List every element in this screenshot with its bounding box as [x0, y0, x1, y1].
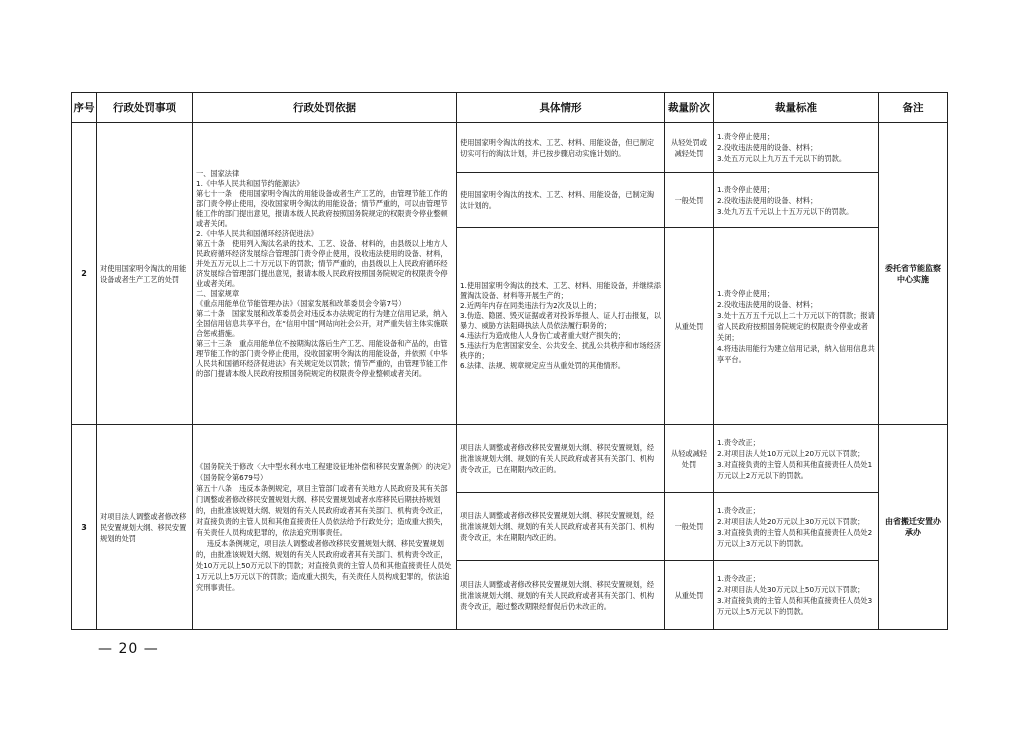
level-cell: 从轻或减轻处罚 [665, 425, 714, 493]
level-cell: 一般处罚 [665, 173, 714, 228]
standard-cell [714, 173, 879, 228]
row-number: 2 [72, 123, 97, 425]
header-situation: 具体情形 [457, 93, 665, 123]
situation-cell: 项目法人调整或者修改移民安置规划大纲、移民安置规划，经批准该规划大纲、规划的有关人民政府或者其有关部门、机构责令改正，未在期限内改正的。 [457, 493, 665, 561]
table-row [72, 425, 948, 493]
standard-line: 2.没收违法使用的设备、材料； [717, 143, 818, 152]
standard-line: 3.处九万五千元以上十五万元以下的罚款。 [717, 206, 854, 216]
standard-cell [714, 228, 879, 425]
standard-cell [714, 425, 879, 493]
header-row [72, 93, 948, 123]
header-basis: 行政处罚依据 [193, 93, 457, 123]
standard-line: 3.对直接负责的主管人员和其他直接责任人员处3万元以上5万元以下的罚款。 [717, 596, 873, 616]
header-standard: 裁量标准 [714, 93, 879, 123]
basis-line: 违反本条例规定，项目法人调整或者修改移民安置规划大纲、移民安置规划的，由批准该规划大纲、规划的有关人民政府或者其有关部门、机构责令改正，处10万元以上50万元以下的罚款；对直接负责的主管人员和其他直接责任人员处1万元以上5万元以下的罚款；造成重大损失，有关责任人员构成犯罪的，依法追究刑事责任。 [196, 539, 452, 592]
standard-cell [714, 561, 879, 630]
level-cell: 从重处罚 [665, 561, 714, 630]
standard-line: 1.责令停止使用； [717, 132, 775, 141]
standard-line: 3.处五万元以上九万五千元以下的罚款。 [717, 154, 847, 163]
penalty-item: 对项目法人调整或者修改移民安置规划大纲、移民安置规划的处罚 [97, 425, 193, 630]
level-cell: 从轻处罚或减轻处罚 [665, 123, 714, 173]
situation-cell: 使用国家明令淘汰的技术、工艺、材料、用能设备，但已制定切实可行的淘汰计划，并已按步骤启动实施计划的。 [457, 123, 665, 173]
level-cell: 一般处罚 [665, 493, 714, 561]
remark-cell: 委托省节能监察中心实施 [879, 123, 948, 425]
row-number: 3 [72, 425, 97, 630]
standard-line: 2.对项目法人处20万元以上30万元以下罚款； [717, 516, 865, 526]
standard-line: 3.处十五万五千元以上二十万元以下的罚款；报请省人民政府按照国务院规定的权限责令停业或者关闭； [717, 310, 875, 342]
standard-line: 1.责令停止使用； [717, 288, 775, 298]
basis-line: 第五十八条 违反本条例规定，项目主管部门或者有关地方人民政府及其有关部门调整或者修改移民安置规划大纲、移民安置规划或者水库移民后期扶持规划的，由批准该规划大纲、规划的有关人民政府或者其有关部门、机构责令改正，对直接负责的主管人员和其他直接责任人员依法给予行政处分；造成重大损失，有关责任人员构成犯罪的，依法追究刑事责任。 [196, 484, 448, 537]
standard-line: 2.对项目法人处30万元以上50万元以下罚款； [717, 585, 865, 594]
standard-line: 2.对项目法人处10万元以上20万元以下罚款； [717, 448, 865, 458]
standard-line: 1.责令改正； [717, 437, 760, 447]
standard-line: 4.将违法用能行为建立信用记录，纳入信用信息共享平台。 [717, 343, 875, 364]
basis-line: 第七十一条 使用国家明令淘汰的用能设备或者生产工艺的，由管理节能工作的部门责令停止使用，没收国家明令淘汰的用能设备；情节严重的，可以由管理节能工作的部门提出意见，报请本级人民政府按照国务院规定的权限责令停业整顿或者关闭。 [196, 188, 448, 228]
header-item: 行政处罚事项 [97, 93, 193, 123]
standard-line: 2.没收违法使用的设备、材料； [717, 195, 818, 205]
situation-cell: 项目法人调整或者修改移民安置规划大纲、移民安置规划，经批准该规划大纲、规划的有关人民政府或者其有关部门、机构责令改正，已在期限内改正的。 [457, 425, 665, 493]
situation-cell: 项目法人调整或者修改移民安置规划大纲、移民安置规划，经批准该规划大纲、规划的有关人民政府或者其有关部门、机构责令改正，超过整改期限经督促后仍未改正的。 [457, 561, 665, 630]
header-num: 序号 [72, 93, 97, 123]
standard-line: 3.对直接负责的主管人员和其他直接责任人员处2万元以上3万元以下的罚款。 [717, 527, 873, 548]
penalty-item: 对使用国家明令淘汰的用能设备或者生产工艺的处罚 [97, 123, 193, 425]
basis-line: 一、国家法律 [196, 168, 240, 178]
penalty-table [71, 92, 948, 630]
remark-cell: 由省搬迁安置办承办 [879, 425, 948, 630]
basis-line: 第三十三条 重点用能单位不按期淘汰落后生产工艺、用能设备和产品的，由管理节能工作的部门责令停止使用，没收国家明令淘汰的用能设备，并依照《中华人民共和国循环经济促进法》有关规定处以罚款；情节严重的，由管理节能工作的部门提请本级人民政府按照国务院规定的权限责令停业整顿或者关闭。 [196, 338, 448, 378]
standard-cell [714, 493, 879, 561]
penalty-basis [193, 123, 457, 425]
table-row [72, 123, 948, 173]
level-cell: 从重处罚 [665, 228, 714, 425]
situation-cell: 1.使用国家明令淘汰的技术、工艺、材料、用能设备，并继续添置淘汰设备、材料等开展生产的； 2.近两年内存在同类违法行为2次及以上的； 3.伪造、隐匿、毁灭证据或者对投诉举报人、证人打击报复，以暴力、威胁方法阻碍执法人员依法履行职务的； 4.违法行为造成他人人身伤亡或者重大财产损失的； 5.违法行为危害国家安全、公共安全、扰乱公共秩序和市场经济秩序的； 6.法律、法规、规章规定应当从重处罚的其他情形。 [457, 228, 665, 425]
standard-line: 1.责令改正； [717, 574, 760, 583]
basis-line: 2.《中华人民共和国循环经济促进法》 [196, 228, 318, 238]
page-number: — 20 — [98, 641, 159, 657]
penalty-basis [193, 425, 457, 630]
basis-line: 第五十条 使用列入淘汰名录的技术、工艺、设备、材料的，由县级以上地方人民政府循环经济发展综合管理部门责令停止使用，没收违法使用的设备、材料，并处五万元以上二十万元以下的罚款；情节严重的，由县级以上人民政府循环经济发展综合管理部门提出意见，报请本级人民政府按照国务院规定的权限责令停业或者关闭。 [196, 238, 448, 288]
standard-line: 1.责令停止使用； [717, 184, 775, 194]
header-level: 裁量阶次 [665, 93, 714, 123]
basis-line: 《重点用能单位节能管理办法》（国家发展和改革委员会令第7号） [196, 298, 406, 308]
basis-line: 《国务院关于修改〈大中型水利水电工程建设征地补偿和移民安置条例〉的决定》（国务院令第679号） [196, 462, 452, 482]
standard-line: 3.对直接负责的主管人员和其他直接责任人员处1万元以上2万元以下的罚款。 [717, 459, 873, 480]
basis-line: 二、国家规章 [196, 288, 240, 298]
header-remark: 备注 [879, 93, 948, 123]
standard-line: 1.责令改正； [717, 505, 760, 515]
standard-line: 2.没收违法使用的设备、材料； [717, 299, 818, 309]
standard-cell [714, 123, 879, 173]
basis-line: 第二十条 国家发展和改革委员会对违反本办法规定的行为建立信用记录，纳入全国信用信息共享平台，在“信用中国”网站向社会公开，对严重失信主体实施联合惩戒措施。 [196, 308, 448, 338]
basis-line: 1.《中华人民共和国节约能源法》 [196, 178, 304, 188]
situation-cell: 使用国家明令淘汰的技术、工艺、材料、用能设备，已制定淘汰计划的。 [457, 173, 665, 228]
